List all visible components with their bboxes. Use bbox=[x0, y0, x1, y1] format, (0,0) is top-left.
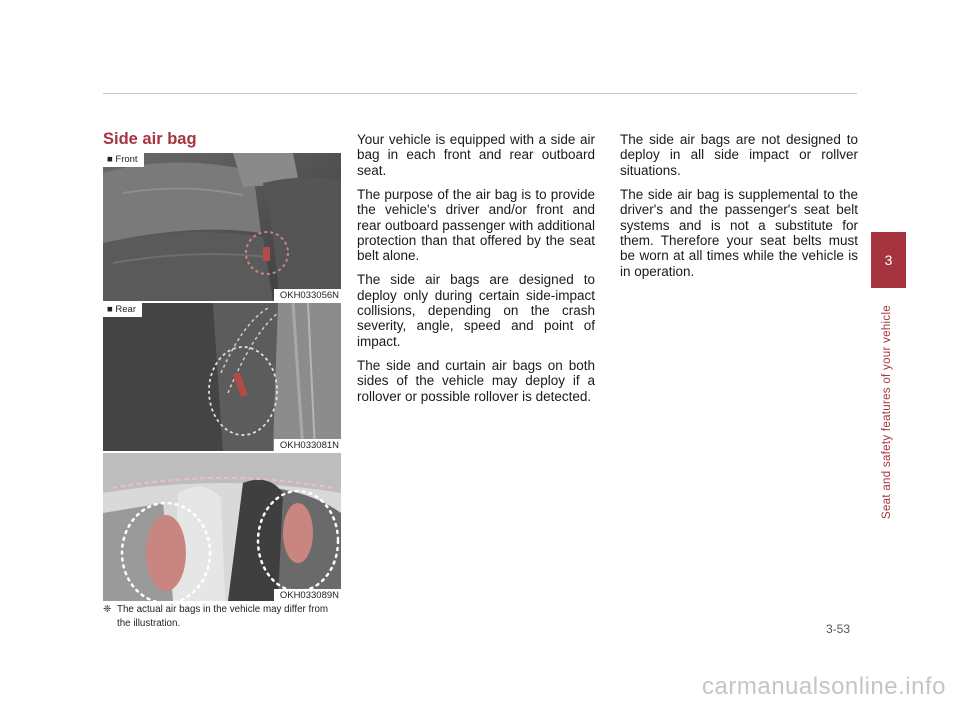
watermark: carmanualsonline.info bbox=[702, 673, 946, 700]
top-rule bbox=[103, 93, 857, 94]
chapter-title bbox=[877, 288, 897, 536]
front-side-airbag bbox=[146, 515, 186, 591]
rear-seat-illustration bbox=[103, 303, 341, 451]
page-number: 3-53 bbox=[826, 622, 851, 636]
text-column-right bbox=[620, 132, 858, 288]
text-column-middle bbox=[357, 132, 595, 413]
figure-code: OKH033089N bbox=[274, 589, 341, 601]
figure-cabin-deployed bbox=[103, 453, 341, 601]
paragraph: The side air bags are designed to deploy only during certain side-impact collisions, depending on the crash severity, angle, speed and point of impact. bbox=[357, 272, 595, 349]
figure-code: OKH033056N bbox=[274, 289, 341, 301]
cabin-deployment-illustration bbox=[103, 453, 341, 601]
front-seat-illustration bbox=[103, 153, 341, 301]
note-symbol: ❈ bbox=[103, 604, 112, 615]
figure-front-seat bbox=[103, 153, 341, 301]
paragraph: Your vehicle is equipped with a side air bag in each front and rear outboard seat. bbox=[357, 132, 595, 178]
airbag-label-tag bbox=[263, 247, 270, 261]
paragraph: The side and curtain air bags on both sides of the vehicle may deploy if a rollover or possible rollover is detected. bbox=[357, 357, 595, 404]
note-text: The actual air bags in the vehicle may differ from the illustration. bbox=[117, 604, 329, 629]
figure-code: OKH033081N bbox=[274, 439, 341, 451]
paragraph: The side air bags are not designed to deploy in all side impact or rollver situations. bbox=[620, 132, 858, 178]
illustration-note bbox=[103, 603, 343, 631]
chapter-tab: 3 bbox=[871, 232, 906, 288]
rear-side-airbag bbox=[283, 503, 313, 563]
figure-label: ■ Rear bbox=[103, 303, 142, 317]
section-heading: Side air bag bbox=[103, 130, 197, 148]
figure-label: ■ Front bbox=[103, 153, 144, 167]
paragraph: The purpose of the air bag is to provide the vehicle's driver and/or front and rear outboard passenger with additional protection than that offered by the seat belt alone. bbox=[357, 186, 595, 264]
paragraph: The side air bag is supplemental to the driver's and the passenger's seat belt systems and is not a substitute for them. Therefore your seat belts must be worn at all times while the vehicle is in operation. bbox=[620, 186, 858, 279]
figure-rear-seat bbox=[103, 303, 341, 451]
chapter-title-text: Seat and safety features of your vehicle bbox=[881, 304, 893, 520]
